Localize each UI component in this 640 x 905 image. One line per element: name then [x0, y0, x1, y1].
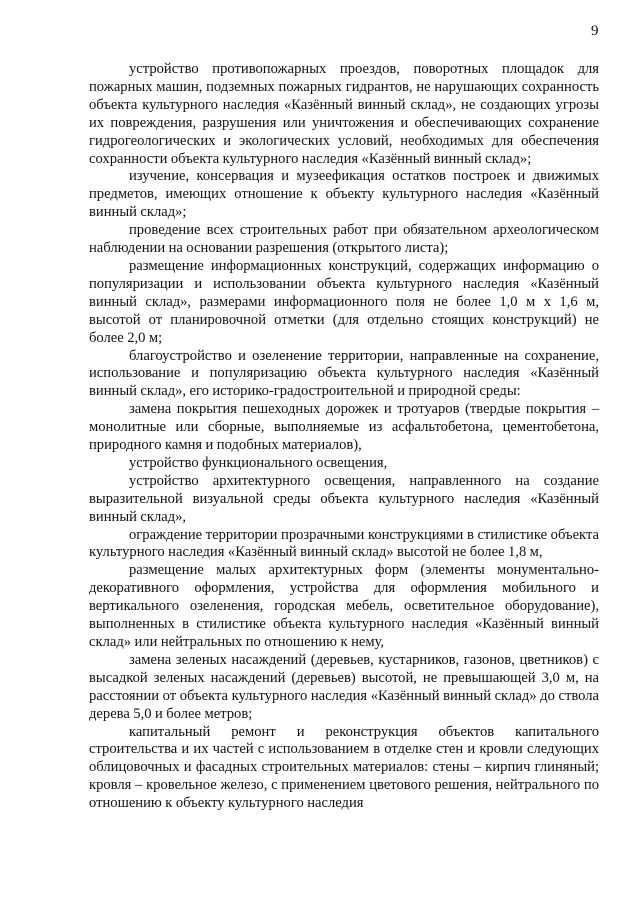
- paragraph-small-forms: размещение малых архитектурных форм (элементы монументально-декоративного оформления, устройства для оформления мобильного и вертикального озеленения, городская мебель, осветительное оборудование), выполненных в стилистике объекта культурного наследия «Казённый винный склад» или нейтральных по отношению к нему,: [89, 562, 599, 650]
- paragraph-green-spaces: замена зеленых насаждений (деревьев, кустарников, газонов, цветников) с высадкой зеленых насаждений (деревьев) высотой, не превышающей 3,0 м, на расстоянии от объекта культурного наследия «Казённый винный склад» до ствола дерева 5,0 и более метров;: [89, 651, 599, 722]
- paragraph-info-structures: размещение информационных конструкций, содержащих информацию о популяризации и использовании объекта культурного наследия «Казённый винный склад», размерами информационного поля не более 1,0 м х 1,6 м, высотой от планировочной отметки (для отдельно стоящих конструкций) не более 2,0 м;: [89, 257, 599, 346]
- paragraph-fencing: ограждение территории прозрачными конструкциями в стилистике объекта культурного наследия «Казённый винный склад» высотой не более 1,8 м,: [89, 526, 599, 561]
- paragraph-fire-passages: устройство противопожарных проездов, поворотных площадок для пожарных машин, подземных пожарных гидрантов, не нарушающих сохранность объекта культурного наследия «Казённый винный склад», не создающих угрозы их повреждения, разрушения или уничтожения и обеспечивающих сохранение гидрогеологических и экологических условий, необходимых для обеспечения сохранности объекта культурного наследия «Казённый винный склад»;: [89, 61, 599, 167]
- document-body: [89, 61, 599, 813]
- paragraph-architectural-lighting: устройство архитектурного освещения, направленного на создание выразительной визуальной среды объекта культурного наследия «Казённый винный склад»,: [89, 472, 599, 525]
- paragraph-capital-repair: капитальный ремонт и реконструкция объектов капитального строительства и их частей с использованием в отделке стен и кровли следующих облицовочных и фасадных строительных материалов: стены – кирпич глиняный; кровля – кровельное железо, с применением цветового решения, нейтрального по отношению к объекту культурного наследия: [89, 723, 599, 812]
- paragraph-construction-works: проведение всех строительных работ при обязательном археологическом наблюдении на основании разрешения (открытого листа);: [89, 222, 599, 257]
- paragraph-functional-lighting: устройство функционального освещения,: [129, 454, 388, 471]
- paragraph-landscaping: благоустройство и озеленение территории, направленные на сохранение, использование и популяризацию объекта культурного наследия «Казённый винный склад», его историко-градостроительной и природной среды:: [89, 347, 599, 400]
- page-number: 9: [591, 23, 599, 39]
- paragraph-conservation: изучение, консервация и музеефикация остатков построек и движимых предметов, имеющих отношение к объекту культурного наследия «Казённый винный склад»;: [89, 168, 599, 221]
- paragraph-pavement: замена покрытия пешеходных дорожек и тротуаров (твердые покрытия – монолитные или сборные, выполняемые из асфальтобетона, цементобетона, природного камня и подобных материалов),: [89, 401, 599, 454]
